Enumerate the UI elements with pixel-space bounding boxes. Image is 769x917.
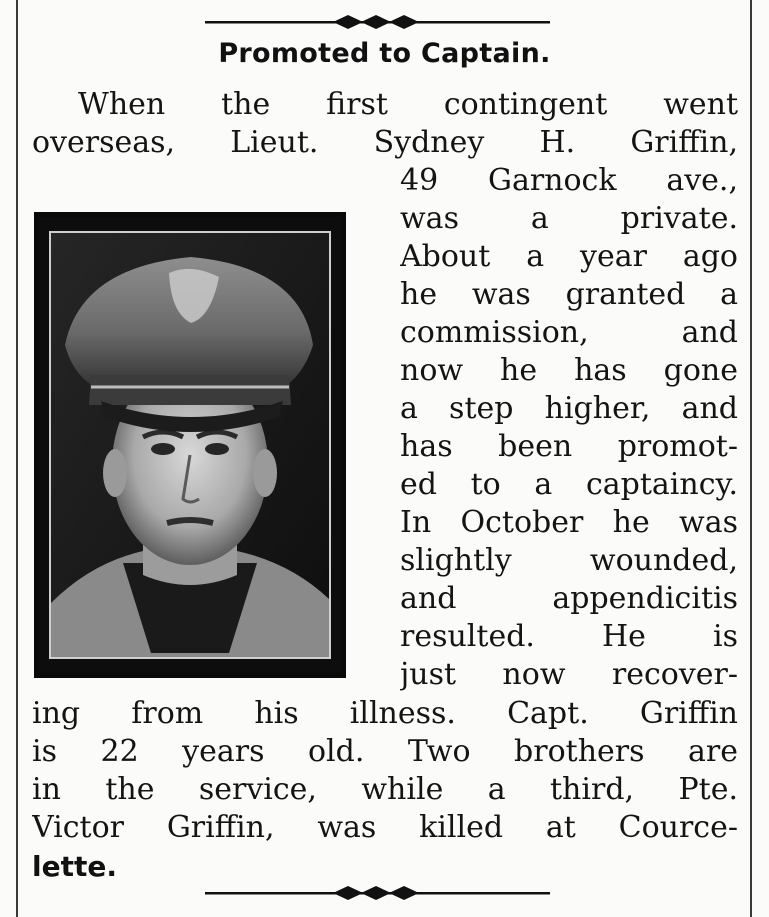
ornament-divider-top bbox=[205, 14, 550, 30]
column-rule-right bbox=[750, 0, 752, 917]
body-line: just now recover- bbox=[400, 658, 738, 692]
body-line: resulted. He is bbox=[400, 620, 738, 654]
portrait-image bbox=[49, 231, 331, 659]
body-line: overseas, Lieut. Sydney H. Griffin, bbox=[32, 126, 738, 160]
body-line: a step higher, and bbox=[400, 392, 738, 426]
body-line: slightly wounded, bbox=[400, 544, 738, 578]
column-rule-left bbox=[16, 0, 18, 917]
ornament-divider-bottom bbox=[205, 885, 550, 901]
body-line: was a private. bbox=[400, 202, 738, 236]
body-line: In October he was bbox=[400, 506, 738, 540]
body-line: Victor Griffin, was killed at Cource- bbox=[32, 811, 738, 845]
body-line: ed to a captaincy. bbox=[400, 468, 738, 502]
body-line: is 22 years old. Two brothers are bbox=[32, 735, 738, 769]
portrait-photo bbox=[34, 212, 346, 678]
body-line: now he has gone bbox=[400, 354, 738, 388]
body-line: commission, and bbox=[400, 316, 738, 350]
body-line: has been promot- bbox=[400, 430, 738, 464]
body-line: he was granted a bbox=[400, 278, 738, 312]
body-line: 49 Garnock ave., bbox=[400, 164, 738, 198]
body-line: About a year ago bbox=[400, 240, 738, 274]
body-line: ing from his illness. Capt. Griffin bbox=[32, 697, 738, 731]
headline: Promoted to Captain. bbox=[218, 38, 551, 69]
soldier-portrait-illustration bbox=[51, 233, 329, 657]
body-line: When the first contingent went bbox=[78, 88, 738, 122]
body-line: in the service, while a third, Pte. bbox=[32, 773, 738, 807]
body-line: and appendicitis bbox=[400, 582, 738, 616]
body-last-word: lette. bbox=[32, 850, 117, 883]
